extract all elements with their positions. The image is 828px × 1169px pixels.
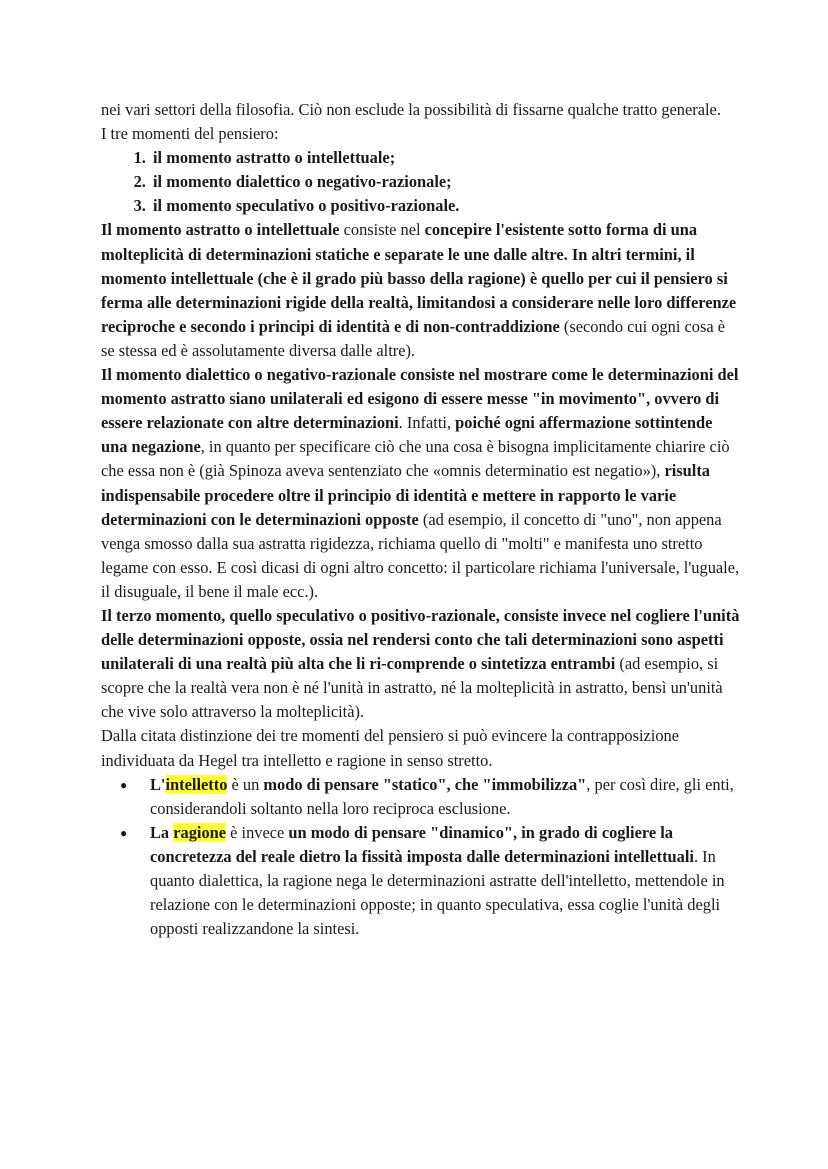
bold-span: concepire l'esistente sotto forma di una molteplicità di determinazioni statiche e separate le une dalle altre. In altri termini, il momento intellettuale (che è il grado più basso della ragione) è quello per cui il pensiero si ferma alle determinazioni rigide della realtà, limitandosi a considerare nelle loro differenze reciproche e secondo i principi di identità e di non-contraddizione (101, 220, 737, 336)
moment-speculativo: il momento speculativo o positivo-razionale. (153, 196, 460, 216)
text-span: (ad esempio, si scopre che la realtà vera non è né l'unità in astratto, né la molteplicità in astratto, bensì un'unità che vive solo attraverso la molteplicità). (101, 654, 723, 722)
bold-span: modo di pensare "statico", che "immobilizza" (263, 774, 587, 794)
list-item (150, 170, 741, 194)
text-span: consiste nel (339, 220, 425, 240)
intro-paragraph (101, 98, 741, 122)
bold-span: La (150, 822, 174, 842)
contrast-list (101, 773, 741, 942)
intro-text: nei vari settori della filosofia. Ciò non esclude la possibilità di fissarne qualche tratto generale. (101, 100, 721, 119)
bullet-ragione (150, 821, 741, 941)
bold-span: Il terzo momento, quello speculativo o positivo-razionale, consiste invece nel cogliere l'unità delle determinazioni opposte, ossia nel rendersi conto che tali determinazioni sono aspetti unilaterali di una realtà più alta che li ri-comprende o sintetizza entrambi (101, 605, 740, 674)
paragraph-speculativo (101, 604, 741, 724)
paragraph-astratto (101, 218, 741, 363)
list-item (150, 146, 741, 170)
text-span: (secondo cui ogni cosa è se stessa ed è assolutamente diversa dalle altre). (101, 316, 726, 360)
highlighted-term: ragione (173, 822, 227, 842)
list-item (150, 194, 741, 218)
text-span: , in quanto per specificare ciò che una cosa è bisogna implicitamente chiarire ciò che essa non è (già Spinoza aveva sentenziato che «omnis determinatio est negatio»), (101, 437, 730, 481)
bullet-intelletto (150, 773, 741, 821)
text-span: . Infatti, (398, 413, 456, 433)
moment-astratto: il momento astratto o intellettuale; (153, 148, 396, 168)
moments-list (101, 146, 741, 218)
text-span: è un (227, 774, 264, 794)
moment-dialettico: il momento dialettico o negativo-razionale; (153, 172, 452, 192)
moments-heading: I tre momenti del pensiero: (101, 124, 279, 144)
bold-span: L' (150, 774, 166, 794)
bold-span: risulta indispensabile procedere oltre il principio di identità e mettere in rapporto le varie determinazioni con le determinazioni opposte (101, 461, 710, 529)
document-page (101, 98, 741, 941)
text-span: , per così dire, gli enti, considerandoli soltanto nella loro reciproca esclusione. (150, 774, 734, 818)
text-span: è invece (226, 822, 289, 842)
paragraph-distinzione: Dalla citata distinzione dei tre momenti del pensiero si può evincere la contrapposizione individuata da Hegel tra intelletto e ragione in senso stretto. (101, 726, 680, 770)
text-span: . In quanto dialettica, la ragione nega le determinazioni astratte dell'intelletto, mettendole in relazione con le determinazioni opposte; in quanto speculativa, essa coglie l'unità degli opposti realizzandone la sintesi. (150, 846, 725, 939)
bold-span: poiché ogni affermazione sottintende una negazione (101, 413, 713, 457)
paragraph-dialettico (101, 363, 741, 604)
highlighted-term: intelletto (165, 774, 228, 794)
text-span: (ad esempio, il concetto di "uno", non appena venga smosso dalla sua astratta rigidezza, richiama quello di "molti" e manifesta uno stretto legame con esso. E così dicasi di ogni altro concetto: il particolare richiama l'universale, l'uguale, il disuguale, il bene il male ecc.). (101, 509, 740, 601)
bold-span: Il momento dialettico o negativo-razionale consiste nel mostrare come le determinazioni del momento astratto siano unilaterali ed esigono di essere messe "in movimento", ovvero di essere relazionate con altre determinazioni (101, 365, 739, 433)
bold-span: un modo di pensare "dinamico", in grado di cogliere la concretezza del reale dietro la fissità imposta dalle determinazioni intellettuali (150, 822, 694, 866)
bold-span: Il momento astratto o intellettuale (101, 220, 340, 240)
